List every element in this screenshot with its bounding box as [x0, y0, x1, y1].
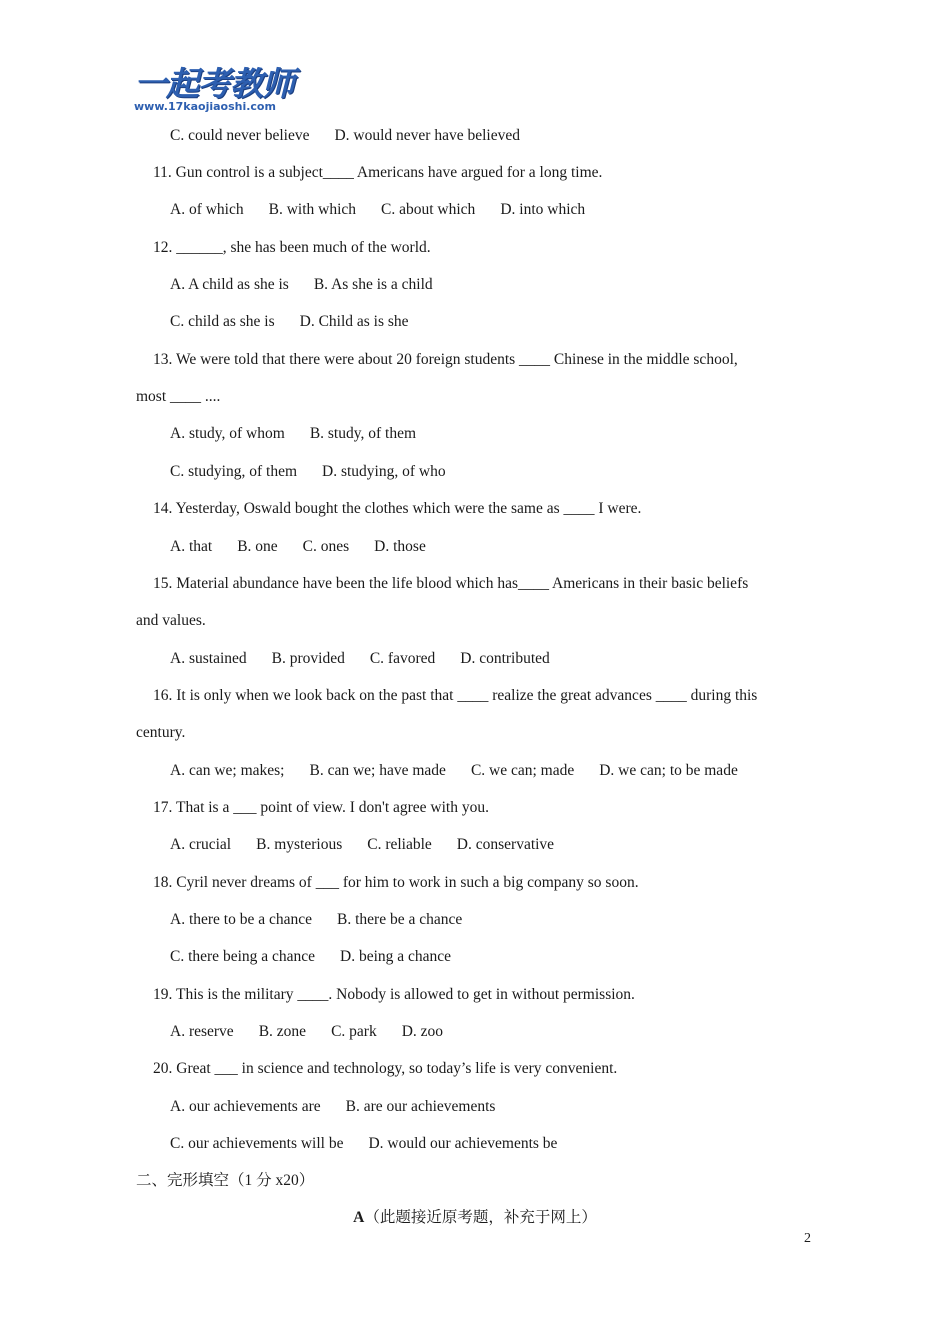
answer-option: C. child as she is: [170, 313, 275, 330]
answer-option: B. can we; have made: [309, 762, 446, 779]
answer-option: C. ones: [302, 538, 350, 555]
answer-option: A. can we; makes;: [170, 762, 285, 779]
answer-options: [170, 649, 550, 669]
brand-logo: [134, 66, 304, 116]
passage-note: （此题接近原考题，补充于网上）: [364, 1209, 597, 1226]
page-number: 2: [804, 1231, 811, 1246]
answer-option: D. being a chance: [340, 948, 452, 965]
answer-option: B. As she is a child: [313, 276, 433, 293]
answer-option: A. study, of whom: [170, 425, 285, 442]
answer-options: [170, 200, 585, 220]
answer-option: D. we can; to be made: [599, 762, 738, 779]
answer-option: B. provided: [271, 650, 345, 667]
answer-option: B. there be a chance: [337, 911, 463, 928]
question-text: 11. Gun control is a subject____ Americans have argued for a long time.: [153, 164, 603, 181]
passage-letter: A: [353, 1209, 365, 1226]
answer-option: A. of which: [170, 201, 244, 218]
section-heading: 二、完形填空（1 分 x20）: [136, 1172, 315, 1189]
question-continuation: most ____ ....: [136, 388, 221, 405]
answer-options: [170, 312, 409, 332]
answer-option: D. would our achievements be: [368, 1135, 558, 1152]
logo-title: 一起考教师: [134, 64, 294, 103]
answer-option: D. would never have believed: [334, 127, 520, 144]
answer-options: [170, 424, 416, 444]
answer-options: [170, 462, 446, 482]
question-continuation: century.: [136, 724, 186, 741]
answer-option: D. conservative: [456, 836, 555, 853]
answer-options: [170, 1022, 443, 1042]
answer-option: A. A child as she is: [170, 276, 289, 293]
answer-options: [170, 910, 462, 930]
logo-url: www.17kaojiaoshi.com: [134, 100, 276, 113]
answer-option: C. studying, of them: [170, 463, 298, 480]
question-text: 14. Yesterday, Oswald bought the clothes which were the same as ____ I were.: [153, 500, 642, 517]
answer-options: [170, 537, 426, 557]
answer-option: D. those: [374, 538, 426, 555]
question-text: 19. This is the military ____. Nobody is allowed to get in without permission.: [153, 986, 635, 1003]
answer-option: D. into which: [500, 201, 586, 218]
answer-option: B. one: [237, 538, 278, 555]
answer-option: C. reliable: [367, 836, 432, 853]
answer-option: C. there being a chance: [170, 948, 316, 965]
answer-option: B. study, of them: [309, 425, 417, 442]
answer-options: [170, 275, 433, 295]
answer-option: C. park: [331, 1023, 377, 1040]
answer-options: [170, 947, 451, 967]
answer-option: A. that: [170, 538, 213, 555]
answer-options: [170, 126, 520, 146]
answer-option: B. mysterious: [256, 836, 343, 853]
answer-option: D. contributed: [460, 650, 550, 667]
answer-option: C. could never believe: [170, 127, 310, 144]
answer-option: C. our achievements will be: [170, 1135, 344, 1152]
answer-option: A. there to be a chance: [170, 911, 313, 928]
answer-option: B. with which: [268, 201, 357, 218]
answer-option: B. are our achievements: [345, 1098, 496, 1115]
question-text: 15. Material abundance have been the life blood which has____ Americans in their basic beliefs: [153, 575, 749, 592]
question-continuation: and values.: [136, 612, 206, 629]
answer-option: C. about which: [381, 201, 476, 218]
answer-option: A. reserve: [170, 1023, 234, 1040]
answer-option: D. studying, of who: [322, 463, 446, 480]
passage-subheading: [0, 1208, 950, 1228]
answer-option: C. we can; made: [470, 762, 575, 779]
answer-options: [170, 761, 738, 781]
answer-option: A. crucial: [170, 836, 232, 853]
question-text: 18. Cyril never dreams of ___ for him to work in such a big company so soon.: [153, 874, 639, 891]
answer-option: A. our achievements are: [170, 1098, 321, 1115]
question-text: 16. It is only when we look back on the past that ____ realize the great advances ____ during this: [153, 687, 758, 704]
answer-option: C. favored: [369, 650, 436, 667]
answer-option: D. zoo: [401, 1023, 444, 1040]
answer-option: B. zone: [258, 1023, 307, 1040]
question-text: 20. Great ___ in science and technology, so today’s life is very convenient.: [153, 1060, 618, 1077]
question-text: 12. ______, she has been much of the world.: [153, 239, 431, 256]
question-text: 13. We were told that there were about 20 foreign students ____ Chinese in the middle school,: [153, 351, 738, 368]
answer-option: A. sustained: [170, 650, 247, 667]
answer-options: [170, 835, 554, 855]
answer-option: D. Child as is she: [299, 313, 409, 330]
answer-options: [170, 1097, 495, 1117]
question-text: 17. That is a ___ point of view. I don't agree with you.: [153, 799, 489, 816]
answer-options: [170, 1134, 557, 1154]
